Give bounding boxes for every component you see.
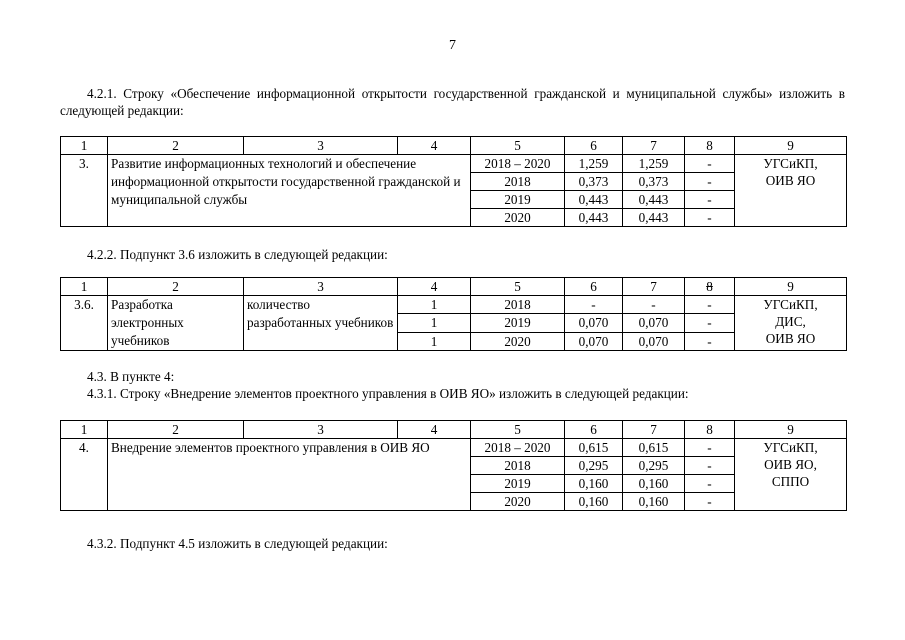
header-col-1: 1	[61, 421, 108, 439]
value-col7: 0,615	[623, 439, 685, 457]
value-col8: -	[685, 155, 735, 173]
header-col-9: 9	[735, 278, 847, 296]
value-col8: -	[685, 493, 735, 511]
header-col-3: 3	[244, 278, 398, 296]
row-name: Разработка электронных учебников	[108, 296, 244, 351]
executor-line: ОИВ ЯО,	[764, 457, 817, 472]
executors-cell	[735, 439, 847, 511]
value-col6: 0,443	[565, 191, 623, 209]
executor-line: ОИВ ЯО	[765, 331, 816, 346]
year-cell: 2018	[471, 296, 565, 314]
paragraph-4-3: 4.3. В пункте 4:	[87, 369, 175, 384]
executor-line: УГСиКП,	[763, 156, 818, 171]
value-col8: -	[685, 296, 735, 314]
header-col-7: 7	[623, 278, 685, 296]
header-col-9: 9	[735, 137, 847, 155]
table-project-management	[60, 420, 847, 511]
table-row	[61, 155, 847, 173]
header-col-1: 1	[61, 278, 108, 296]
header-col-6: 6	[565, 278, 623, 296]
value-col8: -	[685, 332, 735, 350]
row-name: Внедрение элементов проектного управления в ОИВ ЯО	[108, 439, 471, 511]
year-cell: 2019	[471, 314, 565, 332]
header-col-1: 1	[61, 137, 108, 155]
executor-line: ОИВ ЯО	[765, 173, 816, 188]
executor-line: УГСиКП,	[763, 297, 818, 312]
value-col6: 0,160	[565, 493, 623, 511]
year-cell: 2018 – 2020	[471, 155, 565, 173]
value-col6: 1,259	[565, 155, 623, 173]
header-col-3: 3	[244, 421, 398, 439]
table-row	[61, 439, 847, 457]
indicator-cell: количество разработанных учебников	[244, 296, 398, 351]
value-col6: 0,443	[565, 209, 623, 227]
value-col7: 0,443	[623, 191, 685, 209]
year-cell: 2020	[471, 209, 565, 227]
paragraph-4-3-2: 4.3.2. Подпункт 4.5 изложить в следующей редакции:	[87, 536, 388, 551]
value-col7: 0,070	[623, 314, 685, 332]
table-header-row	[61, 278, 847, 296]
header-col-9: 9	[735, 421, 847, 439]
value-col7: 0,373	[623, 173, 685, 191]
header-col-7: 7	[623, 137, 685, 155]
year-cell: 2018	[471, 173, 565, 191]
row-name: Развитие информационных технологий и обеспечение информационной открытости государственной гражданской и муниципальной службы	[108, 155, 471, 227]
value-col8: -	[685, 475, 735, 493]
header-col-8: 8	[685, 278, 735, 296]
value-col6: 0,295	[565, 457, 623, 475]
value-col4: 1	[398, 332, 471, 350]
header-col-2: 2	[108, 278, 244, 296]
header-col-5: 5	[471, 421, 565, 439]
paragraph-4-2-2: 4.2.2. Подпункт 3.6 изложить в следующей редакции:	[87, 247, 388, 262]
table-informational-openness	[60, 136, 847, 227]
executor-line: ДИС,	[775, 314, 806, 329]
year-cell: 2018	[471, 457, 565, 475]
table-row	[61, 296, 847, 314]
header-col-5: 5	[471, 137, 565, 155]
page-number: 7	[449, 38, 456, 53]
value-col7: 0,160	[623, 493, 685, 511]
value-col7: -	[623, 296, 685, 314]
value-col8: -	[685, 457, 735, 475]
value-col6: 0,070	[565, 332, 623, 350]
header-col-8: 8	[685, 137, 735, 155]
paragraph-4-3-1: 4.3.1. Строку «Внедрение элементов проектного управления в ОИВ ЯО» изложить в следующей редакции:	[87, 386, 689, 401]
table-header-row	[61, 137, 847, 155]
value-col6: 0,373	[565, 173, 623, 191]
value-col6: 0,070	[565, 314, 623, 332]
header-col-8: 8	[685, 421, 735, 439]
year-cell: 2019	[471, 191, 565, 209]
value-col6: 0,160	[565, 475, 623, 493]
row-number: 3.6.	[61, 296, 108, 351]
value-col7: 0,295	[623, 457, 685, 475]
year-cell: 2018 – 2020	[471, 439, 565, 457]
executors-cell	[735, 296, 847, 351]
header-col-5: 5	[471, 278, 565, 296]
year-cell: 2019	[471, 475, 565, 493]
header-col-4: 4	[398, 137, 471, 155]
value-col7: 1,259	[623, 155, 685, 173]
header-col-2: 2	[108, 421, 244, 439]
value-col6: -	[565, 296, 623, 314]
value-col8: -	[685, 173, 735, 191]
row-number: 4.	[61, 439, 108, 511]
table-electronic-textbooks	[60, 277, 847, 351]
header-col-6: 6	[565, 137, 623, 155]
value-col8: -	[685, 191, 735, 209]
executor-line: УГСиКП,	[763, 440, 818, 455]
value-col8: -	[685, 314, 735, 332]
value-col8: -	[685, 209, 735, 227]
value-col4: 1	[398, 296, 471, 314]
value-col8: -	[685, 439, 735, 457]
row-number: 3.	[61, 155, 108, 227]
value-col6: 0,615	[565, 439, 623, 457]
executor-line: СППО	[771, 474, 810, 489]
header-col-3: 3	[244, 137, 398, 155]
value-col4: 1	[398, 314, 471, 332]
value-col7: 0,443	[623, 209, 685, 227]
year-cell: 2020	[471, 332, 565, 350]
value-col7: 0,160	[623, 475, 685, 493]
table-header-row	[61, 421, 847, 439]
header-col-4: 4	[398, 421, 471, 439]
year-cell: 2020	[471, 493, 565, 511]
value-col7: 0,070	[623, 332, 685, 350]
header-col-4: 4	[398, 278, 471, 296]
executors-cell	[735, 155, 847, 227]
paragraph-4-2-1: 4.2.1. Строку «Обеспечение информационной открытости государственной гражданской и муниципальной службы» изложить в следующей редакции:	[60, 86, 845, 118]
header-col-6: 6	[565, 421, 623, 439]
header-col-7: 7	[623, 421, 685, 439]
header-col-2: 2	[108, 137, 244, 155]
